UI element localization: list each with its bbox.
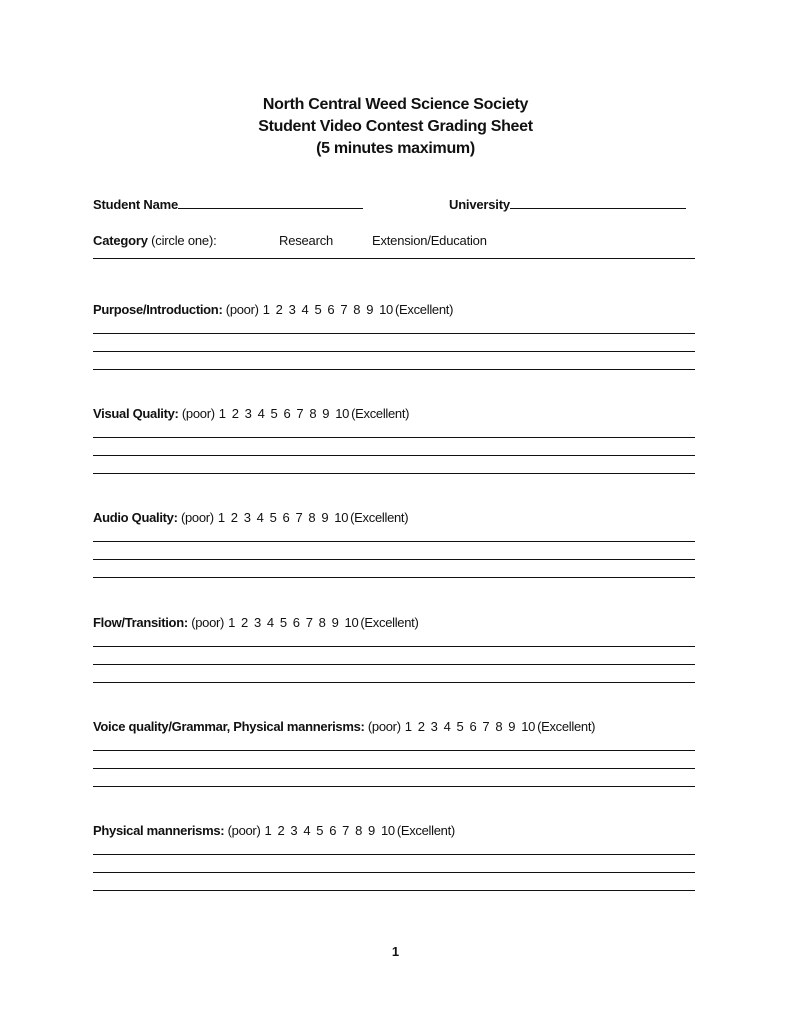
score-option[interactable]: 4 [443, 719, 451, 734]
score-option[interactable]: 1 [264, 823, 272, 838]
score-option[interactable]: 8 [308, 510, 316, 525]
score-option[interactable]: 5 [279, 615, 287, 630]
score-option[interactable]: 6 [292, 615, 300, 630]
scale-high-label: (Excellent) [351, 406, 410, 421]
criterion-row [93, 615, 419, 630]
score-option[interactable]: 9 [368, 823, 375, 838]
criterion-row [93, 823, 455, 838]
criterion-label: Visual Quality: [93, 406, 179, 421]
comment-line[interactable] [93, 577, 695, 578]
score-option[interactable]: 2 [230, 510, 238, 525]
score-option[interactable]: 9 [321, 510, 329, 525]
score-option[interactable]: 7 [305, 615, 313, 630]
criterion-label: Voice quality/Grammar, Physical mannerisms: [93, 719, 365, 734]
score-option[interactable]: 3 [290, 823, 298, 838]
criterion-row [93, 302, 453, 317]
scale-low-label: (poor) [181, 406, 215, 421]
comment-line[interactable] [93, 351, 695, 352]
criterion-row [93, 406, 409, 421]
comment-line[interactable] [93, 455, 695, 456]
score-option[interactable]: 6 [327, 302, 335, 317]
scale-high-label: (Excellent) [537, 719, 596, 734]
comment-line[interactable] [93, 786, 695, 787]
score-option[interactable]: 6 [329, 823, 337, 838]
sheet-title: Student Video Contest Grading Sheet [258, 118, 533, 135]
score-option[interactable]: 2 [241, 615, 248, 630]
score-option[interactable]: 5 [314, 302, 322, 317]
time-limit: (5 minutes maximum) [316, 140, 475, 157]
student-name-field[interactable] [178, 196, 363, 209]
score-option[interactable]: 7 [342, 823, 350, 838]
comment-line[interactable] [93, 872, 695, 873]
score-option[interactable]: 5 [316, 823, 324, 838]
university-label: University [449, 197, 510, 212]
criterion-row [93, 719, 595, 734]
score-option[interactable]: 10 [335, 406, 350, 421]
score-option[interactable]: 1 [404, 719, 412, 734]
score-option[interactable]: 1 [218, 406, 226, 421]
score-option[interactable]: 3 [430, 719, 438, 734]
score-option[interactable]: 6 [469, 719, 477, 734]
criterion-label: Physical mannerisms: [93, 823, 225, 838]
score-option[interactable]: 6 [282, 510, 290, 525]
score-option[interactable]: 10 [344, 615, 359, 630]
comment-line[interactable] [93, 333, 695, 334]
comment-line[interactable] [93, 682, 695, 683]
criterion-row [93, 510, 408, 525]
scale-low-label: (poor) [180, 510, 214, 525]
score-option[interactable]: 7 [295, 510, 303, 525]
score-option[interactable]: 8 [318, 615, 326, 630]
score-option[interactable]: 4 [257, 406, 265, 421]
score-option[interactable]: 3 [243, 510, 251, 525]
student-name-row [93, 196, 363, 212]
criterion-label: Audio Quality: [93, 510, 178, 525]
student-name-label: Student Name [93, 197, 179, 212]
score-option[interactable]: 8 [495, 719, 503, 734]
score-option[interactable]: 3 [244, 406, 252, 421]
score-option[interactable]: 8 [309, 406, 317, 421]
comment-line[interactable] [93, 473, 695, 474]
score-option[interactable]: 10 [334, 510, 349, 525]
criterion-label: Purpose/Introduction: [93, 302, 223, 317]
score-option[interactable]: 4 [266, 615, 274, 630]
scale-high-label: (Excellent) [350, 510, 409, 525]
scale-low-label: (poor) [225, 302, 259, 317]
score-option[interactable]: 9 [331, 615, 339, 630]
page-number: 1 [391, 944, 400, 959]
university-row [449, 196, 686, 212]
score-option[interactable]: 2 [275, 302, 283, 317]
score-option[interactable]: 9 [322, 406, 330, 421]
scale-low-label: (poor) [227, 823, 261, 838]
score-option[interactable]: 1 [217, 510, 225, 525]
score-option[interactable]: 2 [417, 719, 425, 734]
university-field[interactable] [510, 196, 686, 209]
category-label: Category [93, 233, 148, 248]
score-option[interactable]: 9 [366, 302, 374, 317]
score-option[interactable]: 6 [283, 406, 291, 421]
score-option[interactable]: 4 [256, 510, 264, 525]
comment-line[interactable] [93, 750, 695, 751]
scale-high-label: (Excellent) [396, 823, 455, 838]
score-option[interactable]: 7 [296, 406, 304, 421]
score-option[interactable]: 3 [288, 302, 296, 317]
score-option[interactable]: 7 [482, 719, 490, 734]
score-option[interactable]: 5 [270, 406, 278, 421]
category-row [93, 233, 216, 248]
score-option[interactable]: 4 [301, 302, 309, 317]
score-option[interactable]: 10 [521, 719, 536, 734]
comment-line[interactable] [93, 768, 695, 769]
score-option[interactable]: 1 [262, 302, 270, 317]
category-option-research[interactable]: Research [279, 233, 334, 248]
criterion-label: Flow/Transition: [93, 615, 188, 630]
score-option[interactable]: 9 [508, 719, 516, 734]
document-header [0, 94, 791, 160]
score-option[interactable]: 4 [303, 823, 311, 838]
comment-line[interactable] [93, 646, 695, 647]
comment-line[interactable] [93, 854, 695, 855]
score-option[interactable]: 5 [269, 510, 277, 525]
scale-high-label: (Excellent) [395, 302, 454, 317]
score-option[interactable]: 10 [380, 823, 395, 838]
category-hint: (circle one): [151, 233, 217, 248]
category-divider [93, 258, 695, 259]
score-option[interactable]: 7 [340, 302, 348, 317]
scale-high-label: (Excellent) [360, 615, 419, 630]
scale-low-label: (poor) [367, 719, 401, 734]
comment-line[interactable] [93, 437, 695, 438]
comment-line[interactable] [93, 541, 695, 542]
comment-line[interactable] [93, 664, 695, 665]
comment-line[interactable] [93, 559, 695, 560]
score-option[interactable]: 8 [353, 302, 361, 317]
comment-line[interactable] [93, 369, 695, 370]
comment-line[interactable] [93, 890, 695, 891]
category-option-extension-education[interactable]: Extension/Education [372, 233, 487, 248]
score-option[interactable]: 2 [277, 823, 285, 838]
score-option[interactable]: 8 [355, 823, 362, 838]
score-option[interactable]: 5 [456, 719, 464, 734]
score-option[interactable]: 3 [253, 615, 261, 630]
society-name: North Central Weed Science Society [262, 96, 529, 113]
score-option[interactable]: 1 [228, 615, 236, 630]
score-option[interactable]: 10 [379, 302, 393, 317]
scale-low-label: (poor) [191, 615, 225, 630]
score-option[interactable]: 2 [231, 406, 239, 421]
